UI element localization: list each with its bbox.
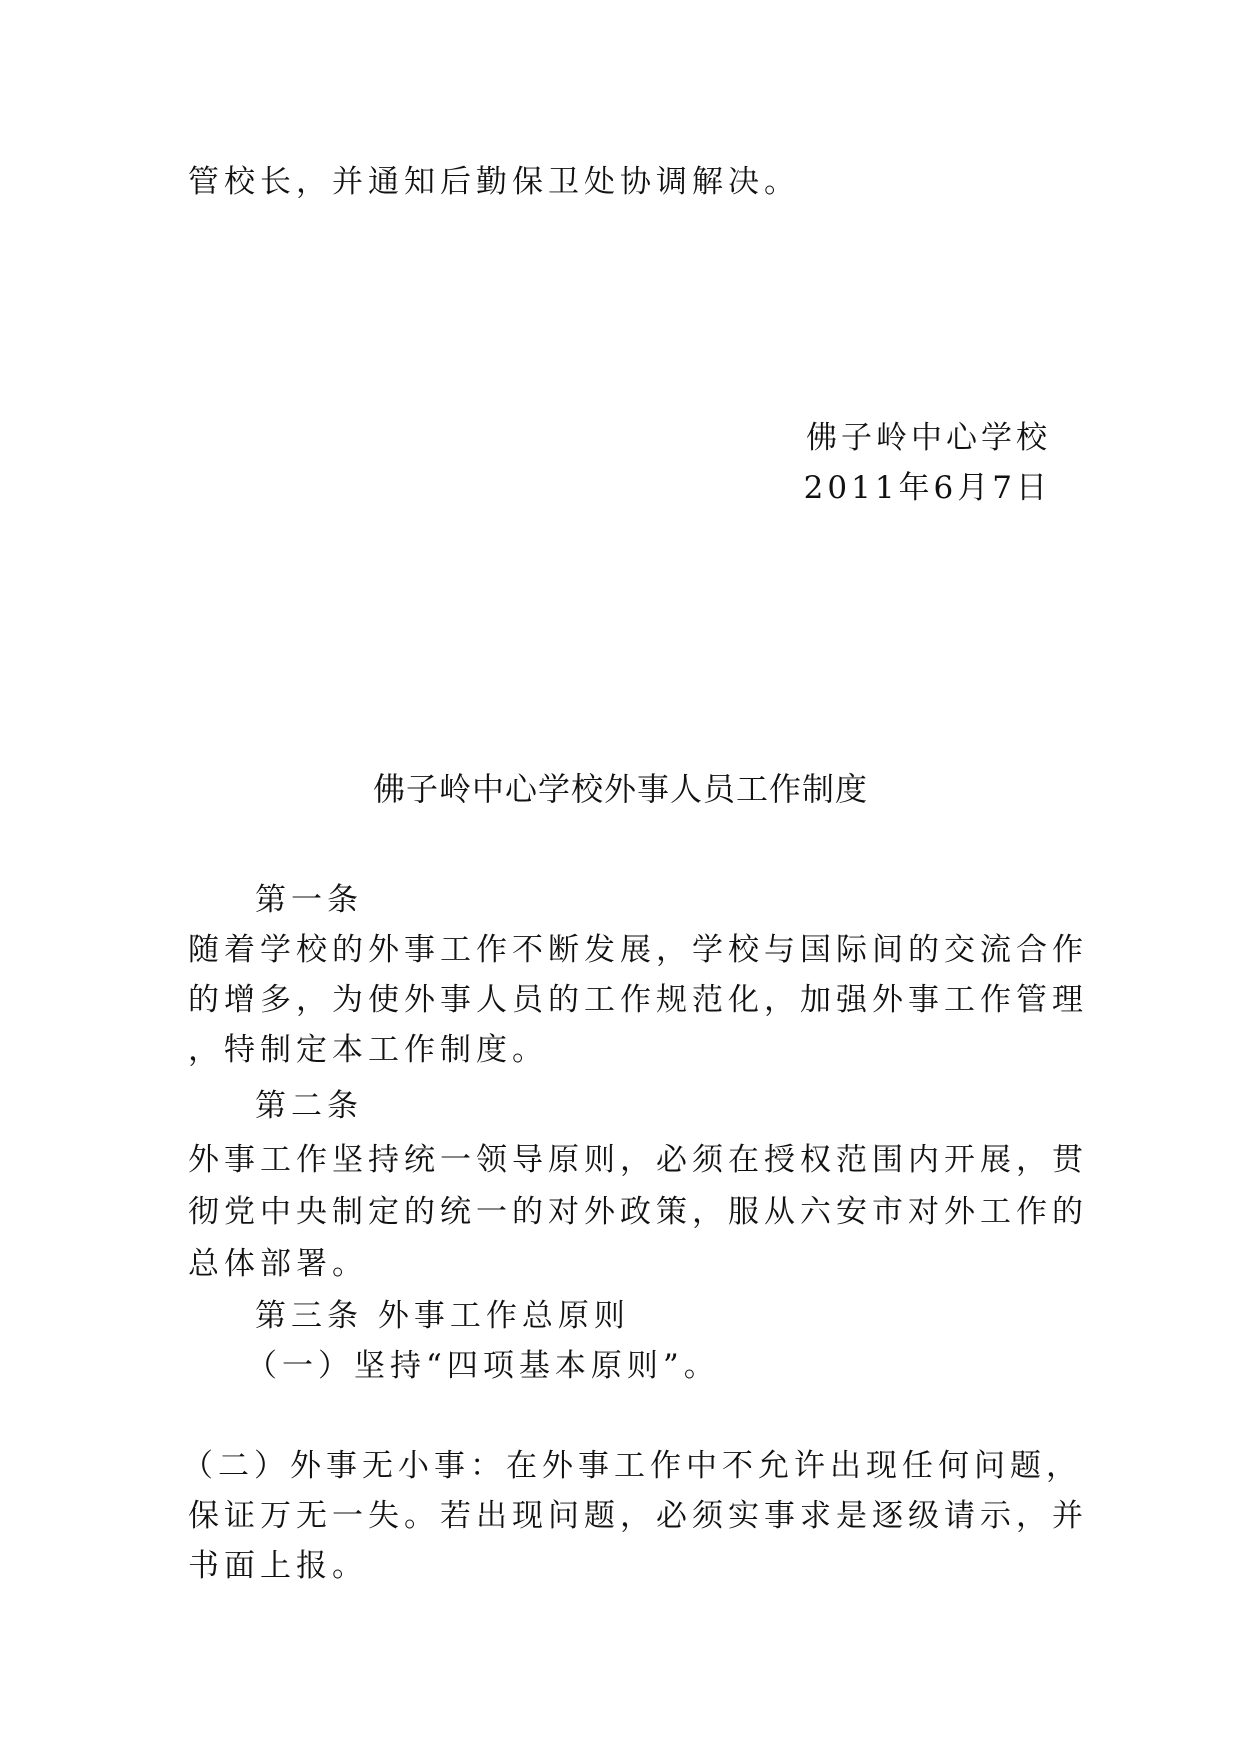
- article-3-item-2-line-3: 书面上报。: [188, 1548, 368, 1584]
- signature-date: 2011年6月7日: [803, 470, 1051, 506]
- article-1-line-2: 的增多，为使外事人员的工作规范化，加强外事工作管理: [188, 982, 1088, 1018]
- article-2-heading: 第二条: [255, 1088, 363, 1124]
- article-3-item-2-line-1: （二）外事无小事：在外事工作中不允许出现任何问题，: [182, 1448, 1082, 1484]
- continuation-text: 管校长，并通知后勤保卫处协调解决。: [188, 164, 800, 200]
- document-title: 佛子岭中心学校外事人员工作制度: [372, 770, 868, 808]
- article-3-item-2-line-2: 保证万无一失。若出现问题，必须实事求是逐级请示，并: [188, 1498, 1088, 1534]
- article-1-line-3: ，特制定本工作制度。: [188, 1032, 548, 1068]
- article-2-line-3: 总体部署。: [188, 1246, 368, 1282]
- signature-org: 佛子岭中心学校: [806, 420, 1051, 456]
- article-2-line-2: 彻党中央制定的统一的对外政策，服从六安市对外工作的: [188, 1194, 1088, 1230]
- article-3-heading: 第三条 外事工作总原则: [255, 1298, 630, 1334]
- article-1-heading: 第一条: [255, 882, 363, 918]
- article-3-item-1: （一）坚持“四项基本原则”。: [246, 1348, 720, 1384]
- article-1-line-1: 随着学校的外事工作不断发展，学校与国际间的交流合作: [188, 932, 1088, 968]
- article-2-line-1: 外事工作坚持统一领导原则，必须在授权范围内开展，贯: [188, 1142, 1088, 1178]
